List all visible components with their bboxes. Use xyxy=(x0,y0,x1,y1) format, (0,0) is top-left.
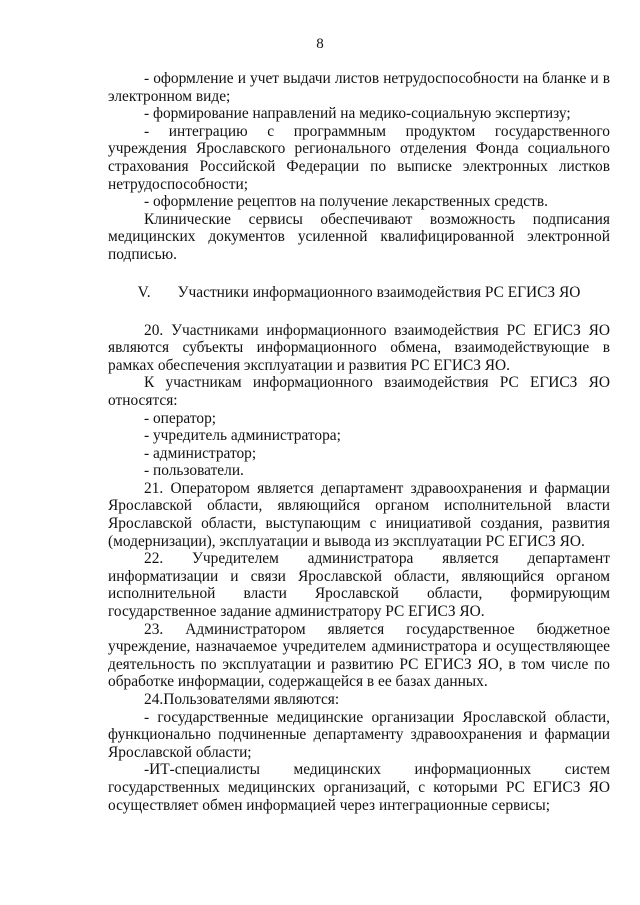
list-item: - учредитель администратора; xyxy=(144,427,341,445)
list-item: - администратор; xyxy=(144,444,257,462)
section-number: V. xyxy=(137,283,151,301)
paragraph: 21. Оператором является департамент здравоохранения и фармации Ярославской области, являющийся органом исполнительной власти Ярославской области, выступающим с инициативой создания, развития (модернизации), эксплуатации и вывода из эксплуатации РС ЕГИСЗ ЯО. xyxy=(108,479,610,550)
list-item: - пользователи. xyxy=(144,462,244,480)
paragraph: К участникам информационного взаимодействия РС ЕГИСЗ ЯО относятся: xyxy=(108,374,610,409)
paragraph: 23. Администратором является государственное бюджетное учреждение, назначаемое учредителем администратора и осуществляющее деятельность по эксплуатации и развитию РС ЕГИСЗ ЯО, в том числе по обработке информации, содержащейся в ее базах данных. xyxy=(108,620,610,691)
paragraph: - оформление рецептов на получение лекарственных средств. xyxy=(144,193,548,211)
paragraph: Клинические сервисы обеспечивают возможность подписания медицинских документов усиленной квалифицированной электронной подписью. xyxy=(108,210,610,263)
paragraph: - оформление и учет выдачи листов нетрудоспособности на бланке и в электронном виде; xyxy=(108,70,610,105)
page-number: 8 xyxy=(316,36,324,52)
paragraph: - интеграцию с программным продуктом государственного учреждения Ярославского регионального отделения Фонда социального страхования Российской Федерации по выписке электронных листков нетрудоспособности; xyxy=(108,122,610,193)
section-title: Участники информационного взаимодействия РС ЕГИСЗ ЯО xyxy=(177,283,581,301)
list-item: -ИТ-специалисты медицинских информационных систем государственных медицинских организаций, с которыми РС ЕГИСЗ ЯО осуществляет обмен информацией через интеграционные сервисы; xyxy=(108,761,610,814)
paragraph: - формирование направлений на медико-социальную экспертизу; xyxy=(144,105,571,123)
list-item: - оператор; xyxy=(144,409,217,427)
paragraph: 24.Пользователями являются: xyxy=(144,691,340,708)
section-heading xyxy=(108,284,610,302)
paragraph: 20. Участниками информационного взаимодействия РС ЕГИСЗ ЯО являются субъекты информационного обмена, взаимодействующие в рамках обеспечения эксплуатации и развития РС ЕГИСЗ ЯО. xyxy=(108,321,610,374)
document-body xyxy=(108,70,610,814)
list-item: - государственные медицинские организации Ярославской области, функционально подчиненные департаменту здравоохранения и фармации Ярославской области; xyxy=(108,708,610,761)
paragraph: 22. Учредителем администратора является департамент информатизации и связи Ярославской области, являющийся органом исполнительной власти Ярославской области, формирующим государственное задание администратору РС ЕГИСЗ ЯО. xyxy=(108,550,610,621)
